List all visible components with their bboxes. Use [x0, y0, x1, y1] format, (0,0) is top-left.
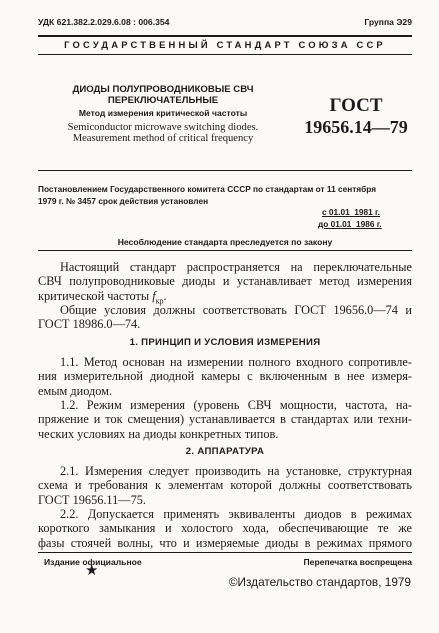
reprint-prohibited: Перепечатка воспрещена	[303, 557, 412, 567]
publisher-copyright: ©Издательство стандартов, 1979	[228, 575, 411, 589]
s2-p1-line2: схема и требования к элементам которой должны соответствовать	[38, 478, 412, 493]
decree-rule	[38, 250, 412, 251]
date-to: до 01.01 1986 г.	[318, 219, 382, 229]
title-rule	[38, 170, 412, 171]
s2-p1-line1: 2.1. Измерения следует производить на установке, структурная	[60, 464, 412, 478]
title-ru-line1: ДИОДЫ ПОЛУПРОВОДНИКОВЫЕ СВЧ	[72, 84, 254, 95]
s1-p1-line3: емым диодом.	[38, 383, 113, 398]
decree-text	[38, 184, 412, 207]
intro-p2-line2: ГОСТ 18986.0—74.	[38, 317, 141, 332]
s1-p1-line1: 1.1. Метод основан на измерении полного входного сопротивле-	[60, 355, 412, 369]
title-ru-line2: ПЕРЕКЛЮЧАТЕЛЬНЫЕ	[107, 95, 219, 106]
intro-p1-line1: Настоящий стандарт распространяется на переключательные	[60, 260, 412, 274]
s2-p2-line2: короткого замыкания и холостого хода, обеспечивающие те же	[38, 521, 412, 536]
s2-p2-line3: фазы стоячей волны, что и измеряемые диоды в режимах прямого	[38, 535, 412, 550]
section-1-paragraph-2	[38, 398, 412, 441]
intro-p1-line2: СВЧ полупроводниковые диоды и устанавливает метод измерения	[38, 274, 412, 289]
official-edition: Издание официальное	[44, 557, 142, 567]
s2-p1-line3: ГОСТ 19656.11—75.	[38, 492, 146, 507]
s1-p2-line2: пряжение и ток смещения) устанавливается в стандартах или техни-	[38, 412, 412, 427]
gost-label: ГОСТ	[329, 95, 383, 116]
intro-p1-line3-text: критической частоты	[38, 288, 150, 303]
banner-rule	[38, 54, 412, 55]
standard-banner: ГОСУДАРСТВЕННЫЙ СТАНДАРТ СОЮЗА ССР	[64, 39, 386, 50]
date-from: с 01.01 1981 г.	[322, 207, 380, 217]
critical-frequency-symbol: f	[152, 288, 156, 303]
section-2-heading: 2. АППАРАТУРА	[185, 446, 265, 457]
title-en-line2: Measurement method of critical frequency	[72, 133, 254, 144]
critical-frequency-subscript: кр	[155, 296, 164, 306]
group-code: Группа Э29	[364, 17, 412, 27]
intro-p1-end: .	[163, 288, 167, 303]
decree-line1: Постановлением Государственного комитета СССР по стандартам от 11 сентября	[38, 184, 377, 194]
s1-p2-line3: ческих условиях на диоды конкретных типов.	[38, 426, 279, 441]
legal-warning: Несоблюдение стандарта преследуется по закону	[117, 237, 333, 247]
title-ru-subtitle: Метод измерения критической частоты	[78, 108, 248, 118]
intro-p2-line1: Общие условия должны соответствовать ГОСТ 19656.0—74 и	[60, 303, 412, 317]
section-2-paragraph-1	[38, 464, 412, 507]
intro-paragraph-1	[38, 260, 412, 309]
udk-code: УДК 621.382.2.029.6.08 : 006.354	[38, 17, 170, 27]
decree-line2: 1979 г. № 3457 срок действия установлен	[38, 195, 209, 206]
section-1-paragraph-1	[38, 355, 412, 398]
s1-p1-line2: ния измерительной диодной камеры с включенным в нее измеря-	[38, 369, 412, 384]
top-rule	[38, 35, 412, 37]
section-1-heading: 1. ПРИНЦИП И УСЛОВИЯ ИЗМЕРЕНИЯ	[129, 337, 321, 348]
s1-p2-line1: 1.2. Режим измерения (уровень СВЧ мощности, частота, на-	[60, 398, 412, 412]
s2-p2-line1: 2.2. Допускается применять эквиваленты диодов в режимах	[60, 507, 412, 521]
intro-paragraph-2	[38, 303, 412, 332]
star-icon: ★	[85, 563, 99, 579]
section-2-paragraph-2	[38, 507, 412, 550]
title-block	[38, 84, 288, 144]
title-en-line1: Semiconductor microwave switching diodes.	[67, 122, 259, 133]
footer-rule	[38, 552, 412, 553]
gost-number: 19656.14—79	[304, 117, 408, 137]
